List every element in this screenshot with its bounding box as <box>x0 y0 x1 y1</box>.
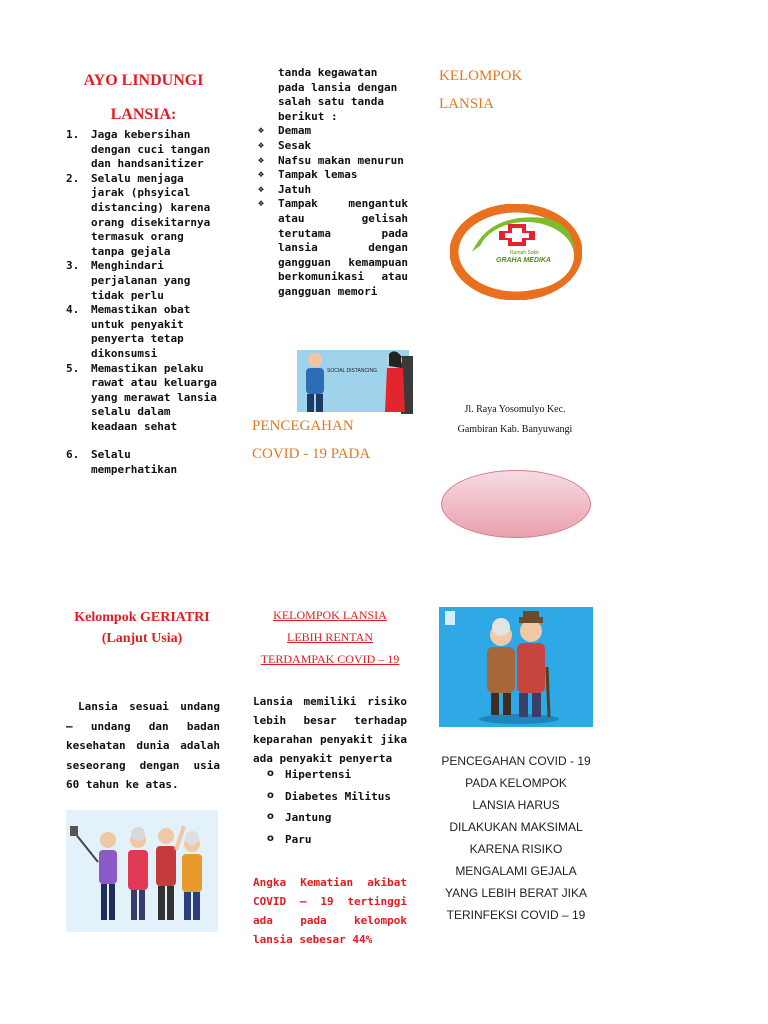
disease-item: o Hipertensi <box>253 768 407 783</box>
protection-item-text: Selalu memperhatikan <box>91 448 178 477</box>
elderly-couple-illustration <box>439 607 593 727</box>
prevention-message-line: PADA KELOMPOK <box>465 776 567 790</box>
warning-sign-item: ❖ Sesak <box>258 139 408 154</box>
protection-item-number: 6. <box>66 448 80 462</box>
protection-item-text: Jaga kebersihan dengan cuci tangan dan handsanitizer <box>91 128 211 171</box>
protection-item-number: 5. <box>66 361 80 375</box>
protection-item-text: Selalu menjaga jarak (phsyical distancing) karena orang disekitarnya termasuk orang tanpa gejala <box>91 171 211 258</box>
protection-list <box>66 128 222 478</box>
prevention-message <box>436 750 596 926</box>
protection-item-number: 1. <box>66 128 80 141</box>
warning-sign-item: ❖ Tampak mengantuk atau gelisah terutama pada lansia dengan gangguan kemampuan berkomunikasi atau gangguan memori <box>258 197 408 299</box>
disease-item: o Jantung <box>253 811 407 826</box>
kelompok-lansia-title: KELOMPOK LANSIA <box>439 68 523 112</box>
geriatri-title: Kelompok GERIATRI (Lanjut Usia) <box>74 610 210 646</box>
prevention-message-line: YANG LEBIH BERAT JIKA <box>444 886 588 900</box>
protection-item-text: Memastikan obat untuk penyakit penyerta tetap dikonsumsi <box>91 303 191 360</box>
social-distancing-label: SOCIAL DISTANCING <box>327 368 378 374</box>
protection-item <box>66 362 222 435</box>
prevention-message-line: DILAKUKAN MAKSIMAL <box>449 820 583 834</box>
warning-sign-item: ❖ Demam <box>258 124 408 139</box>
protection-item-number: 4. <box>66 303 80 317</box>
warning-intro: tanda kegawatan pada lansia dengan salah satu tanda berikut : <box>278 66 398 123</box>
protection-item-text: Menghindari perjalanan yang tidak perlu <box>91 259 191 302</box>
pencegahan-title: PENCEGAHAN COVID - 19 PADA <box>252 418 371 462</box>
protection-item <box>66 303 222 361</box>
elderly-selfie-illustration <box>66 810 218 932</box>
warning-sign-item: ❖ Nafsu makan menurun <box>258 154 408 169</box>
warning-signs-block <box>258 66 408 300</box>
ayo-lindungi-title: AYO LINDUNGI LANSIA: <box>83 72 204 123</box>
prevention-message-line: TERINFEKSI COVID – 19 <box>446 908 586 922</box>
social-distancing-image <box>297 350 413 414</box>
protection-item <box>66 128 222 172</box>
protection-item-text: Memastikan pelaku rawat atau keluarga yang merawat lansia selalu dalam keadaan sehat <box>91 361 217 433</box>
mortality-note: Angka Kematian akibat COVID – 19 tertinggi ada pada kelompok lansia sebesar 44% <box>253 876 407 946</box>
disease-list <box>253 768 407 854</box>
disease-item: o Diabetes Militus <box>253 790 407 805</box>
graha-medika-logo <box>450 204 582 300</box>
disease-item: o Paru <box>253 833 407 848</box>
protection-item <box>66 448 222 477</box>
protection-item-number: 3. <box>66 259 80 273</box>
protection-item-number: 2. <box>66 171 80 185</box>
elderly-couple-image <box>439 607 593 727</box>
warning-sign-item: ❖ Tampak lemas <box>258 168 408 183</box>
risk-description: Lansia memiliki risiko lebih besar terhadap keparahan penyakit jika ada penyakit penyerta <box>253 695 407 765</box>
social-distancing-illustration <box>297 350 413 414</box>
geriatri-definition: Lansia sesuai undang – undang dan badan kesehatan dunia adalah seseorang dengan usia 60 tahun ke atas. <box>66 700 220 791</box>
logo-subtitle: Rumah Sakit <box>510 250 539 256</box>
pink-oval-shape <box>441 470 591 538</box>
protection-item <box>66 172 222 260</box>
logo-name: GRAHA MEDIKA <box>496 257 551 264</box>
protection-item <box>66 259 222 303</box>
prevention-message-line: KARENA RISIKO <box>469 842 563 856</box>
prevention-message-line: MENGALAMI GEJALA <box>455 864 577 878</box>
warning-sign-item: ❖ Jatuh <box>258 183 408 198</box>
hospital-address: Jl. Raya Yosomulyo Kec. Gambiran Kab. Banyuwangi <box>457 404 573 435</box>
rentan-title: KELOMPOK LANSIA LEBIH RENTAN TERDAMPAK COVID – 19 <box>260 608 400 666</box>
prevention-message-line: LANSIA HARUS <box>472 798 560 812</box>
elderly-group-image <box>66 810 218 932</box>
prevention-message-line: PENCEGAHAN COVID - 19 <box>441 754 591 768</box>
